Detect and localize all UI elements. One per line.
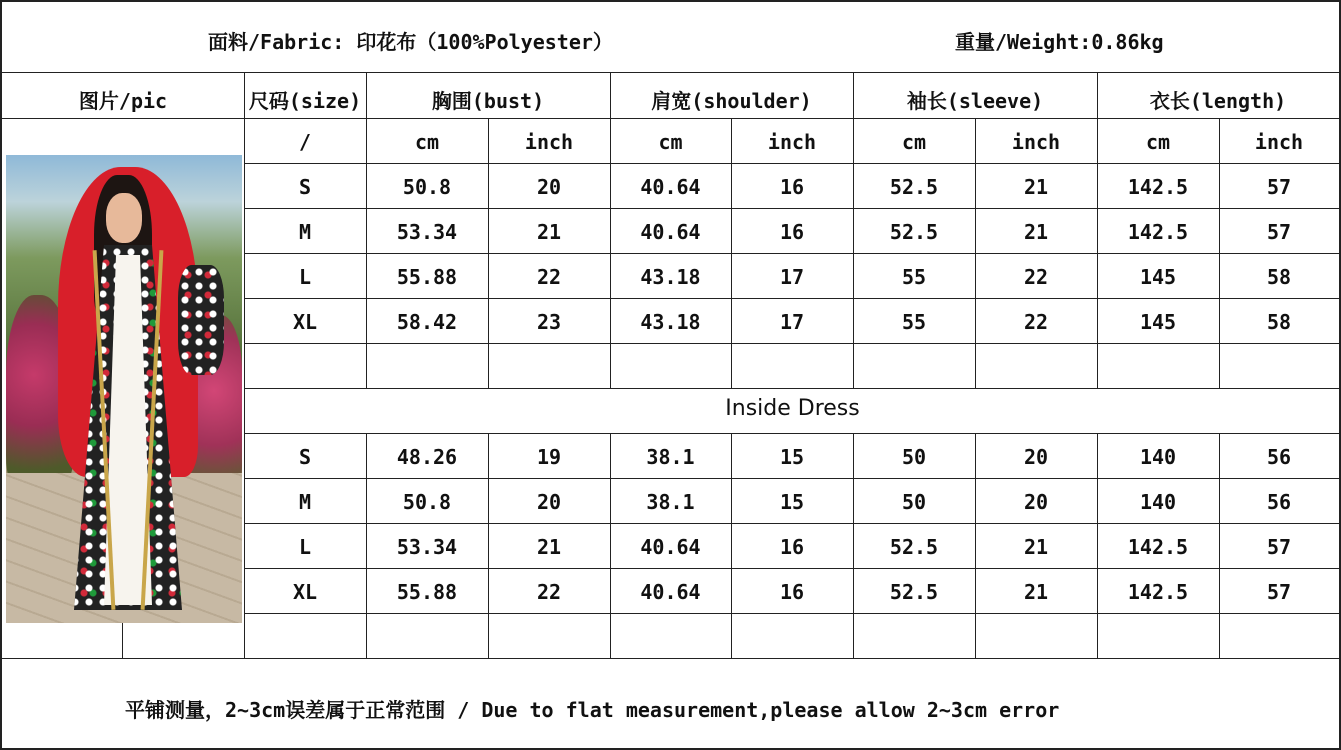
table-cell: 15 <box>779 445 805 469</box>
table-cell: cm <box>414 130 440 154</box>
table-cell: 52.5 <box>889 175 939 199</box>
table-cell: 20 <box>1023 490 1049 514</box>
grid-line <box>244 253 1341 254</box>
table-cell: 23 <box>536 310 562 334</box>
table-cell: 40.64 <box>640 580 701 604</box>
table-cell: 58.42 <box>396 310 458 334</box>
table-cell: 15 <box>779 490 805 514</box>
table-cell: 17 <box>779 310 805 334</box>
table-cell: 56 <box>1266 445 1292 469</box>
table-cell: 142.5 <box>1127 580 1189 604</box>
weight-info: 重量/Weight:0.86kg <box>955 30 1164 54</box>
table-cell: 145 <box>1139 265 1177 289</box>
grid-line <box>244 523 1341 524</box>
table-cell: 40.64 <box>640 175 701 199</box>
column-header-bust: 胸围(bust) <box>431 89 545 113</box>
table-cell: 58 <box>1266 265 1292 289</box>
table-cell: 55.88 <box>396 265 458 289</box>
table-cell: 21 <box>1023 220 1049 244</box>
grid-line <box>244 478 1341 479</box>
grid-line <box>853 72 854 118</box>
table-cell: M <box>298 220 312 244</box>
table-cell: 52.5 <box>889 580 939 604</box>
table-cell: 40.64 <box>640 220 701 244</box>
grid-line <box>610 72 611 118</box>
table-cell: L <box>298 265 312 289</box>
table-cell: S <box>298 445 312 469</box>
table-cell: cm <box>901 130 927 154</box>
table-cell: 52.5 <box>889 220 939 244</box>
table-cell: 16 <box>779 580 805 604</box>
grid-line <box>1097 118 1098 388</box>
table-cell: 20 <box>536 490 562 514</box>
grid-line <box>366 72 367 118</box>
product-photo <box>6 155 242 623</box>
grid-line <box>1219 118 1220 388</box>
table-cell: 52.5 <box>889 535 939 559</box>
grid-line <box>244 208 1341 209</box>
table-cell: 21 <box>536 535 562 559</box>
table-cell: 19 <box>536 445 562 469</box>
table-cell: 21 <box>536 220 562 244</box>
grid-line <box>0 72 1341 73</box>
grid-line <box>244 298 1341 299</box>
table-cell: 140 <box>1139 490 1177 514</box>
column-header-sleeve: 袖长(sleeve) <box>906 89 1044 113</box>
grid-line <box>366 118 367 388</box>
table-cell: 48.26 <box>396 445 458 469</box>
table-cell: 142.5 <box>1127 220 1189 244</box>
table-cell: 140 <box>1139 445 1177 469</box>
table-cell: 17 <box>779 265 805 289</box>
grid-line <box>0 118 1341 119</box>
table-cell: inch <box>524 130 574 154</box>
table-cell: 22 <box>1023 265 1049 289</box>
table-cell: 142.5 <box>1127 175 1189 199</box>
table-cell: 50.8 <box>402 175 452 199</box>
table-cell: 20 <box>536 175 562 199</box>
inside-dress-label: Inside Dress <box>725 396 860 421</box>
table-cell: 56 <box>1266 490 1292 514</box>
table-cell: 43.18 <box>640 265 701 289</box>
grid-line <box>0 658 1341 659</box>
table-cell: 21 <box>1023 535 1049 559</box>
column-header-length: 衣长(length) <box>1149 89 1287 113</box>
table-cell: 40.64 <box>640 535 701 559</box>
table-cell: 16 <box>779 220 805 244</box>
table-cell: XL <box>292 580 318 604</box>
table-cell: L <box>298 535 312 559</box>
table-cell: 50 <box>901 445 927 469</box>
table-cell: 21 <box>1023 175 1049 199</box>
table-cell: inch <box>1011 130 1061 154</box>
grid-line <box>975 118 976 388</box>
grid-line <box>1097 72 1098 118</box>
table-cell: inch <box>1254 130 1304 154</box>
grid-line <box>244 163 1341 164</box>
grid-line <box>122 623 123 658</box>
table-cell: 50 <box>901 490 927 514</box>
table-cell: 16 <box>779 175 805 199</box>
grid-line <box>244 568 1341 569</box>
table-cell: 55 <box>901 265 927 289</box>
table-cell: 57 <box>1266 175 1292 199</box>
footer-note: 平铺测量，2~3cm误差属于正常范围 / Due to flat measurement,please allow 2~3cm error <box>125 698 1060 722</box>
table-cell: 22 <box>536 265 562 289</box>
table-cell: 38.1 <box>646 445 695 469</box>
grid-line <box>244 343 1341 344</box>
table-cell: 57 <box>1266 580 1292 604</box>
column-header-shoulder: 肩宽(shoulder) <box>651 89 812 113</box>
table-cell: inch <box>767 130 817 154</box>
grid-line <box>853 118 854 388</box>
table-cell: 145 <box>1139 310 1177 334</box>
table-cell: 53.34 <box>396 535 458 559</box>
table-cell: 55 <box>901 310 927 334</box>
grid-line <box>244 388 1341 389</box>
table-cell: 142.5 <box>1127 535 1189 559</box>
table-cell: 58 <box>1266 310 1292 334</box>
grid-line <box>610 118 611 388</box>
table-cell: XL <box>292 310 318 334</box>
table-cell: 16 <box>779 535 805 559</box>
table-cell: / <box>298 130 312 154</box>
fabric-info: 面料/Fabric: 印花布（100%Polyester） <box>208 30 613 54</box>
table-cell: 22 <box>536 580 562 604</box>
table-cell: 57 <box>1266 535 1292 559</box>
table-cell: 55.88 <box>396 580 458 604</box>
table-cell: 57 <box>1266 220 1292 244</box>
grid-line <box>244 613 1341 614</box>
table-cell: M <box>298 490 312 514</box>
grid-line <box>244 72 245 658</box>
table-cell: S <box>298 175 312 199</box>
table-cell: 20 <box>1023 445 1049 469</box>
table-cell: 38.1 <box>646 490 695 514</box>
table-cell: cm <box>1145 130 1171 154</box>
table-cell: 53.34 <box>396 220 458 244</box>
column-header-pic: 图片/pic <box>78 89 168 113</box>
table-cell: 22 <box>1023 310 1049 334</box>
table-cell: 50.8 <box>402 490 452 514</box>
table-cell: 21 <box>1023 580 1049 604</box>
grid-line <box>244 433 1341 434</box>
grid-line <box>488 118 489 388</box>
table-cell: cm <box>658 130 683 154</box>
table-cell: 43.18 <box>640 310 701 334</box>
column-header-size: 尺码(size) <box>248 89 362 113</box>
grid-line <box>731 118 732 388</box>
